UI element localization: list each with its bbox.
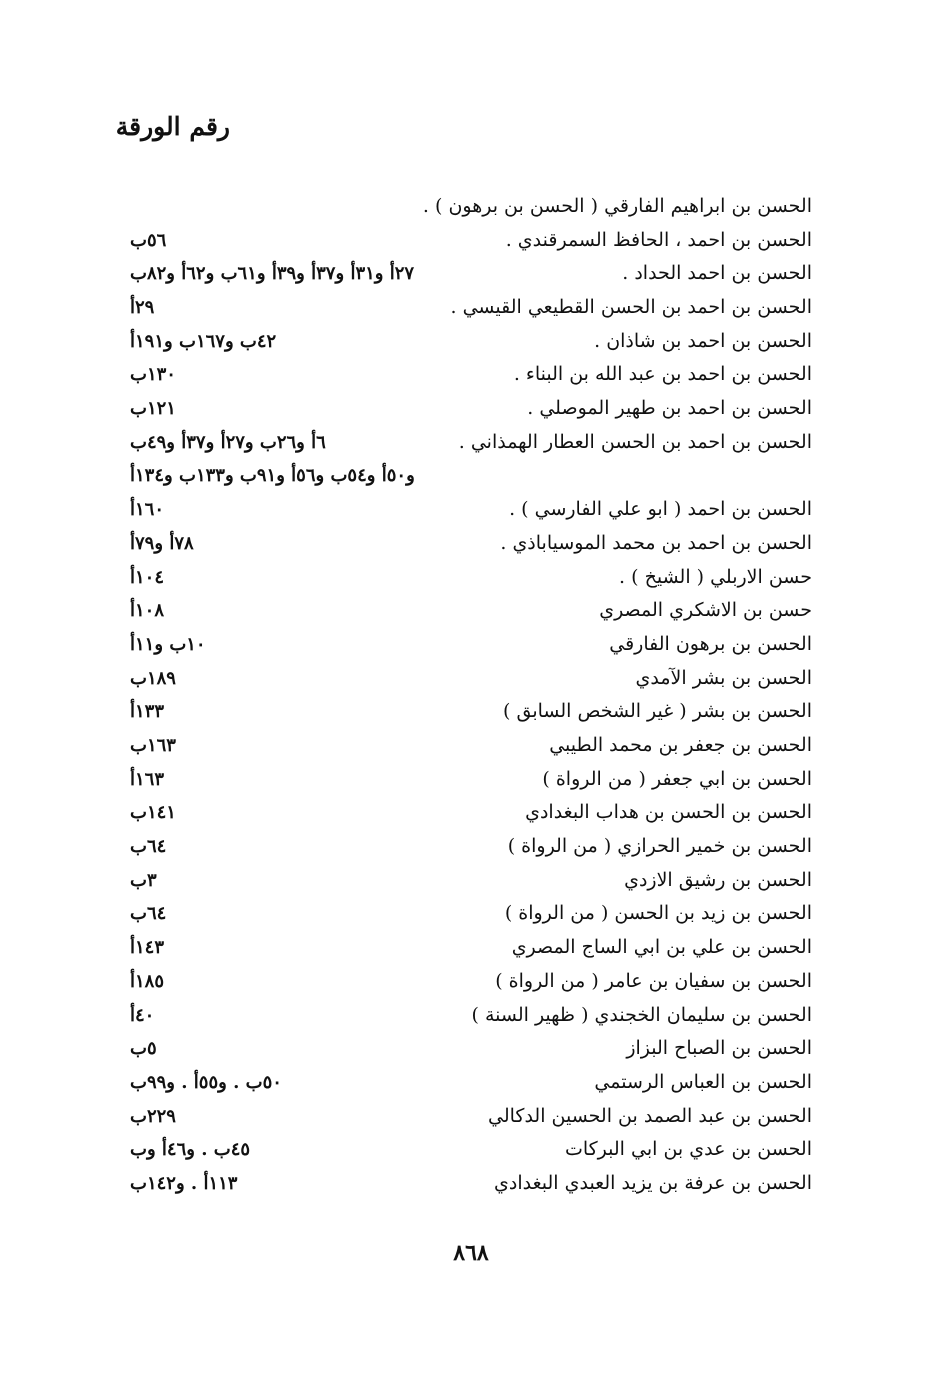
entry-name: الحسن بن احمد بن الحسن القطيعي القيسي . bbox=[450, 296, 812, 319]
entry-name: الحسن بن احمد الحداد . bbox=[622, 262, 812, 285]
folio-ref-line: ٥٦ب bbox=[130, 229, 167, 251]
index-entry bbox=[130, 965, 812, 999]
folio-ref-line: ٤٠أ bbox=[130, 1004, 155, 1026]
entry-folio-refs bbox=[130, 257, 414, 290]
index-entry bbox=[130, 897, 812, 931]
folio-ref-line: ٢٢٩ب bbox=[130, 1105, 176, 1127]
folio-ref-line: ١٤٣أ bbox=[130, 937, 165, 959]
entry-name: الحسن بن عرفة بن يزيد العبدي البغدادي bbox=[494, 1171, 812, 1194]
folio-ref-line: ١٦٣ب bbox=[130, 735, 176, 757]
entry-name: الحسن بن احمد بن طهير الموصلي . bbox=[527, 397, 812, 420]
entry-folio-refs bbox=[130, 426, 415, 492]
entry-name: الحسن بن احمد بن شاذان . bbox=[594, 329, 812, 352]
column-heading: رقم الورقة bbox=[115, 112, 230, 141]
entry-folio-refs bbox=[130, 392, 176, 425]
index-entry bbox=[130, 190, 812, 224]
folio-ref-line: ٧٨أ و٧٩أ bbox=[130, 532, 194, 554]
entry-name: الحسن بن جعفر بن محمد الطيبي bbox=[549, 734, 812, 757]
entry-folio-refs bbox=[130, 931, 164, 964]
index-entry bbox=[130, 864, 812, 898]
entry-folio-refs bbox=[130, 291, 154, 324]
folio-ref-line: ١٣٠ب bbox=[130, 364, 176, 386]
index-entry bbox=[130, 931, 812, 965]
entry-name: الحسن بن سليمان الخجندي ( ظهير السنة ) bbox=[471, 1003, 812, 1026]
index-entry bbox=[130, 224, 812, 258]
page-number: ٨٦٨ bbox=[453, 1240, 489, 1266]
index-entry bbox=[130, 695, 812, 729]
entry-folio-refs bbox=[130, 224, 166, 257]
entry-name: الحسن بن الصباح البزاز bbox=[626, 1037, 812, 1060]
folio-ref-line: ١٠٤أ bbox=[130, 566, 165, 588]
index-entry bbox=[130, 1100, 812, 1134]
folio-ref-line: ٣ب bbox=[130, 869, 157, 891]
folio-ref-line: ٤٥ب . و٤٦أ وب bbox=[130, 1139, 251, 1161]
folio-ref-line: ١٠٨أ bbox=[130, 600, 165, 622]
entry-name: الحسن بن احمد ( ابو علي الفارسي ) . bbox=[509, 498, 812, 521]
folio-ref-line: و٥٠أ و٥٤ب و٥٦أ و٩١ب و١٣٣ب و١٣٤أ bbox=[130, 464, 415, 486]
entry-folio-refs bbox=[130, 358, 176, 391]
entry-folio-refs bbox=[130, 527, 194, 560]
entry-folio-refs bbox=[130, 999, 154, 1032]
index-entry bbox=[130, 662, 812, 696]
index-entry bbox=[130, 1066, 812, 1100]
folio-ref-line: ١٦٠أ bbox=[130, 499, 165, 521]
folio-ref-line: ٥٠ب . و٥٥أ . و٩٩ب bbox=[130, 1071, 282, 1093]
entry-folio-refs bbox=[130, 965, 164, 998]
entry-name: الحسن بن زيد بن الحسن ( من الرواة ) bbox=[504, 902, 812, 925]
entry-name: الحسن بن احمد بن عبد الله بن البناء . bbox=[513, 363, 812, 386]
folio-ref-line: ١٣٣أ bbox=[130, 701, 165, 723]
folio-ref-line: ٤٢ب و١٦٧ب و١٩١أ bbox=[130, 330, 277, 352]
entry-name: الحسن بن الحسن بن هداب البغدادي bbox=[525, 801, 812, 824]
entry-folio-refs bbox=[130, 1066, 282, 1099]
index-entry bbox=[130, 763, 812, 797]
entry-name: الحسن بن خمير الحرازي ( من الرواة ) bbox=[507, 835, 812, 858]
index-list bbox=[130, 190, 812, 1201]
folio-ref-line: ٦٤ب bbox=[130, 836, 167, 858]
entry-folio-refs bbox=[130, 594, 164, 627]
entry-name: الحسن بن سفيان بن عامر ( من الرواة ) bbox=[495, 969, 812, 992]
folio-ref-line: ٢٧أ و٣١أ و٣٧أ و٣٩أ و٦١ب و٦٢أ و٨٢ب bbox=[130, 263, 415, 285]
index-entry bbox=[130, 426, 812, 493]
entry-folio-refs bbox=[130, 1167, 237, 1200]
entry-folio-refs bbox=[130, 561, 164, 594]
entry-name: حسن الاربلي ( الشيخ ) . bbox=[619, 565, 812, 588]
entry-name: الحسن بن احمد بن محمد الموسياباذي . bbox=[500, 531, 812, 554]
index-entry bbox=[130, 527, 812, 561]
index-entry bbox=[130, 1133, 812, 1167]
folio-ref-line: ٦٤ب bbox=[130, 903, 167, 925]
entry-name: الحسن بن رشيق الازدي bbox=[624, 868, 812, 891]
index-entry bbox=[130, 561, 812, 595]
entry-name: الحسن بن عبد الصمد بن الحسين الدكالي bbox=[487, 1104, 812, 1127]
index-entry bbox=[130, 628, 812, 662]
index-entry bbox=[130, 325, 812, 359]
entry-folio-refs bbox=[130, 830, 166, 863]
folio-ref-line: ١٨٥أ bbox=[130, 970, 165, 992]
entry-folio-refs bbox=[130, 864, 157, 897]
folio-ref-line: ١١٣أ . و١٤٢ب bbox=[130, 1172, 238, 1194]
entry-folio-refs bbox=[130, 695, 164, 728]
entry-name: الحسن بن احمد ، الحافظ السمرقندي . bbox=[505, 228, 812, 251]
entry-name: الحسن بن عدي بن ابي البركات bbox=[564, 1138, 812, 1161]
entry-folio-refs bbox=[130, 325, 276, 358]
folio-ref-line: ١٦٣أ bbox=[130, 768, 165, 790]
folio-ref-line: ١٢١ب bbox=[130, 398, 176, 420]
entry-folio-refs bbox=[130, 1032, 157, 1065]
entry-folio-refs bbox=[130, 493, 164, 526]
folio-ref-line: ٢٩أ bbox=[130, 297, 155, 319]
entry-name: الحسن بن ابي جعفر ( من الرواة ) bbox=[542, 767, 812, 790]
index-entry bbox=[130, 257, 812, 291]
entry-folio-refs bbox=[130, 897, 166, 930]
index-entry bbox=[130, 729, 812, 763]
entry-name: الحسن بن ابراهيم الفارقي ( الحسن بن برهون ) . bbox=[422, 195, 812, 217]
folio-ref-line: ١٠ب و١١أ bbox=[130, 633, 206, 655]
entry-name: الحسن بن علي بن ابي الساج المصري bbox=[511, 936, 812, 959]
entry-name: الحسن بن بشر ( غير الشخص السابق ) bbox=[503, 700, 812, 723]
index-entry bbox=[130, 999, 812, 1033]
index-entry bbox=[130, 1167, 812, 1201]
entry-name: الحسن بن برهون الفارقي bbox=[609, 632, 812, 655]
index-entry bbox=[130, 830, 812, 864]
index-entry bbox=[130, 796, 812, 830]
entry-name: الحسن بن العباس الرستمي bbox=[594, 1070, 812, 1093]
index-entry bbox=[130, 594, 812, 628]
folio-ref-line: ٦أ و٢٦ب و٢٧أ و٣٧أ و٤٩ب bbox=[130, 431, 326, 453]
index-entry bbox=[130, 1032, 812, 1066]
entry-name: حسن بن الاشكري المصري bbox=[599, 599, 812, 622]
entry-folio-refs bbox=[130, 763, 164, 796]
folio-ref-line: ٥ب bbox=[130, 1038, 157, 1060]
index-entry bbox=[130, 291, 812, 325]
entry-name: الحسن بن بشر الآمدي bbox=[635, 666, 812, 689]
entry-folio-refs bbox=[130, 796, 176, 829]
entry-folio-refs bbox=[130, 1100, 176, 1133]
entry-folio-refs bbox=[130, 1133, 250, 1166]
index-entry bbox=[130, 493, 812, 527]
entry-folio-refs bbox=[130, 628, 206, 661]
index-entry bbox=[130, 392, 812, 426]
entry-folio-refs bbox=[130, 662, 176, 695]
folio-ref-line: ١٨٩ب bbox=[130, 667, 176, 689]
entry-name: الحسن بن احمد بن الحسن العطار الهمذاني . bbox=[458, 430, 812, 453]
index-entry bbox=[130, 358, 812, 392]
folio-ref-line: ١٤١ب bbox=[130, 802, 176, 824]
entry-folio-refs bbox=[130, 729, 176, 762]
